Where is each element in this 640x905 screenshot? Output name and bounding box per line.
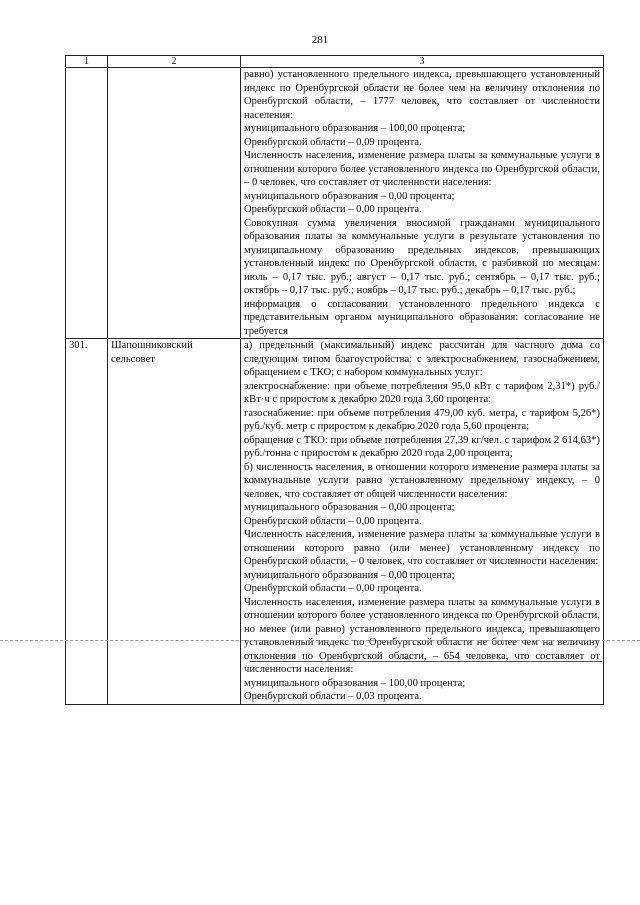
row-description (241, 339, 604, 705)
paragraph: равно) установленного предельного индекса, превышающего установленный индекс по Оренбургской области не более чем на величину отклонения по Оренбургской области, – 1777 человек, что составляет от численности населения: (244, 69, 600, 121)
paragraph: обращение с ТКО: при объеме потребления 27,39 кг/чел. с тарифом 2 614,63*) руб./тонна с приростом к декабрю 2020 года 2,00 процента; (244, 434, 600, 459)
paragraph: муниципального образования – 0,00 процента; (244, 502, 455, 513)
paragraph: Оренбургской области – 0,00 процента. (244, 204, 422, 215)
strikethrough-line (250, 661, 602, 662)
document-table (65, 55, 604, 705)
page-number: 281 (311, 34, 329, 46)
municipality-name: Шапошниковский сельсовет (108, 339, 241, 705)
paragraph: муниципального образования – 100,00 процента; (244, 677, 466, 689)
paragraph: электроснабжение: при объеме потребления 95,0 кВт с тарифом 2,31*) руб./кВт·ч с приростом к декабрю 2020 года 3,60 процента; (244, 380, 600, 405)
row-number (66, 68, 108, 339)
table-row (66, 339, 604, 705)
scan-artifact-line (0, 640, 640, 641)
paragraph: Численность населения, изменение размера платы за коммунальные услуги в отношении которого более установленного индекса по Оренбургской области, – 0 человек, что составляет от численности населения: (244, 150, 600, 188)
paragraph: Оренбургской области – 0,03 процента. (244, 691, 422, 702)
paragraph: газоснабжение: при объеме потребления 479,00 куб. метра, с тарифом 5,26*) руб./куб. метр с приростом к декабрю 2020 года 5,60 процента; (244, 407, 600, 432)
row-description (241, 68, 604, 339)
paragraph: муниципального образования – 0,00 процента; (244, 569, 455, 581)
paragraph: Численность населения, изменение размера платы за коммунальные услуги в отношении которого равно (или менее) установленному индексу по Оренбургской области, – 0 человек, что составляет от численности населения: (244, 529, 600, 567)
paragraph: Оренбургской области – 0,00 процента. (244, 583, 422, 594)
paragraph: б) численность населения, в отношении которого изменение размера платы за коммунальные услуги равно установленному предельному индексу, – 0 человек, что составляет от общей численности населения: (244, 461, 600, 500)
paragraph: Совокупная сумма увеличения вносимой гражданами муниципального образования платы за коммунальные услуги в результате установления по муниципальному образованию предельных индексов, превышающих установленный индекс по Оренбургской области, с разбивкой по месяцам: июль – 0,17 тыс. руб.; август – 0,17 тыс. руб.; сентябрь – 0,17 тыс. руб.; октябрь – 0,17 тыс. руб.; ноябрь – 0,17 тыс. руб.; декабрь – 0,17 тыс. руб.; (244, 217, 600, 296)
row-number: 301. (66, 339, 108, 705)
paragraph: Оренбургской области – 0,00 процента. (244, 515, 422, 527)
paragraph: Численность населения, изменение размера платы за коммунальные услуги в отношении которого более установленного индекса по Оренбургской области, но менее (или равно) установленного предельного индекса, превышающего установленный индекс по Оренбургской области не более чем на величину отклонения по Оренбургской области, – 654 человека, что составляет от численности населения: (244, 596, 600, 675)
table-row (66, 68, 604, 339)
column-header-3: 3 (241, 56, 604, 68)
table-header-row (66, 56, 604, 68)
paragraph: муниципального образования – 100,00 процента; (244, 123, 466, 134)
paragraph: Оренбургской области – 0,09 процента. (244, 136, 422, 148)
municipality-name (108, 68, 241, 339)
paragraph: а) предельный (максимальный) индекс рассчитан для частного дома со следующим типом благоустройства: с электроснабжением, газоснабжением, обращением с ТКО; с набором коммунальных услуг: (244, 340, 600, 378)
column-header-1: 1 (66, 56, 108, 68)
paragraph: информация о согласовании установленного предельного индекса с представительным органом муниципального образования: согласование не требуется (244, 298, 600, 337)
paragraph: муниципального образования – 0,00 процента; (244, 190, 455, 202)
column-header-2: 2 (108, 56, 241, 68)
